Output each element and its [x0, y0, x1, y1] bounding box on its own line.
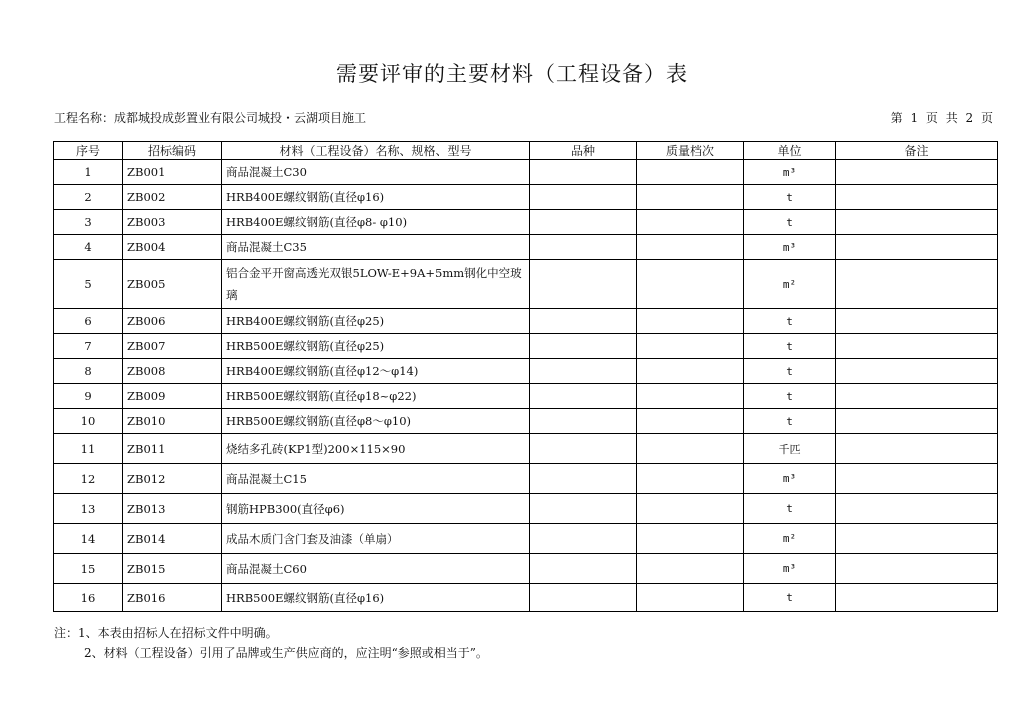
- table-row: [54, 524, 998, 554]
- material-name: HRB500E螺纹钢筋(直径φ25): [222, 334, 530, 359]
- note-cell: [836, 464, 998, 494]
- note-cell: [836, 359, 998, 384]
- note-cell: [836, 334, 998, 359]
- variety-cell: [530, 260, 637, 309]
- quality-grade-cell: [637, 464, 744, 494]
- note-2: 2、材料（工程设备）引用了品牌或生产供应商的，应注明“参照或相当于”。: [84, 646, 488, 660]
- page-info: 第 1 页 共 2 页: [890, 111, 993, 125]
- note-cell: [836, 160, 998, 185]
- row-number: 6: [54, 309, 123, 334]
- materials-table: [53, 141, 998, 612]
- row-number: 9: [54, 384, 123, 409]
- unit-cell: m²: [744, 524, 836, 554]
- column-header-grade: 质量档次: [637, 142, 744, 160]
- variety-cell: [530, 409, 637, 434]
- variety-cell: [530, 384, 637, 409]
- variety-cell: [530, 185, 637, 210]
- row-number: 3: [54, 210, 123, 235]
- material-name: 商品混凝土C30: [222, 160, 530, 185]
- column-header-note: 备注: [836, 142, 998, 160]
- unit-cell: t: [744, 409, 836, 434]
- quality-grade-cell: [637, 210, 744, 235]
- note-cell: [836, 434, 998, 464]
- material-code: ZB007: [123, 334, 222, 359]
- variety-cell: [530, 554, 637, 584]
- unit-cell: t: [744, 334, 836, 359]
- material-code: ZB015: [123, 554, 222, 584]
- note-cell: [836, 554, 998, 584]
- variety-cell: [530, 584, 637, 612]
- column-header-name: 材料（工程设备）名称、规格、型号: [222, 142, 530, 160]
- row-number: 5: [54, 260, 123, 309]
- project-name: 工程名称：成都城投成彭置业有限公司城投・云湖项目施工: [54, 111, 367, 125]
- document-title: 需要评审的主要材料（工程设备）表: [336, 62, 688, 86]
- material-name: HRB500E螺纹钢筋(直径φ8～φ10): [222, 409, 530, 434]
- row-number: 10: [54, 409, 123, 434]
- quality-grade-cell: [637, 309, 744, 334]
- material-code: ZB003: [123, 210, 222, 235]
- column-header-no: 序号: [54, 142, 123, 160]
- quality-grade-cell: [637, 334, 744, 359]
- column-header-variety: 品种: [530, 142, 637, 160]
- quality-grade-cell: [637, 524, 744, 554]
- row-number: 8: [54, 359, 123, 384]
- quality-grade-cell: [637, 554, 744, 584]
- notes: [54, 623, 488, 663]
- material-name: 商品混凝土C15: [222, 464, 530, 494]
- material-name: HRB500E螺纹钢筋(直径φ18~φ22): [222, 384, 530, 409]
- variety-cell: [530, 494, 637, 524]
- column-header-unit: 单位: [744, 142, 836, 160]
- table-row: [54, 554, 998, 584]
- table-row: [54, 384, 998, 409]
- note-cell: [836, 235, 998, 260]
- quality-grade-cell: [637, 160, 744, 185]
- note-cell: [836, 260, 998, 309]
- note-cell: [836, 384, 998, 409]
- unit-cell: t: [744, 185, 836, 210]
- row-number: 13: [54, 494, 123, 524]
- unit-cell: t: [744, 494, 836, 524]
- unit-cell: t: [744, 384, 836, 409]
- material-code: ZB016: [123, 584, 222, 612]
- table-row: [54, 309, 998, 334]
- material-code: ZB008: [123, 359, 222, 384]
- variety-cell: [530, 334, 637, 359]
- material-code: ZB010: [123, 409, 222, 434]
- quality-grade-cell: [637, 235, 744, 260]
- table-row: [54, 160, 998, 185]
- quality-grade-cell: [637, 494, 744, 524]
- quality-grade-cell: [637, 260, 744, 309]
- table-row: [54, 409, 998, 434]
- material-code: ZB012: [123, 464, 222, 494]
- variety-cell: [530, 464, 637, 494]
- table-row: [54, 494, 998, 524]
- table-row: [54, 434, 998, 464]
- material-code: ZB013: [123, 494, 222, 524]
- table-row: [54, 235, 998, 260]
- material-name: 商品混凝土C60: [222, 554, 530, 584]
- row-number: 11: [54, 434, 123, 464]
- row-number: 14: [54, 524, 123, 554]
- unit-cell: 千匹: [744, 434, 836, 464]
- material-code: ZB009: [123, 384, 222, 409]
- material-name: 铝合金平开窗高透光双银5LOW-E+9A+5mm钢化中空玻璃: [222, 260, 530, 309]
- material-code: ZB004: [123, 235, 222, 260]
- unit-cell: t: [744, 309, 836, 334]
- material-code: ZB011: [123, 434, 222, 464]
- table-row: [54, 185, 998, 210]
- note-cell: [836, 185, 998, 210]
- unit-cell: m³: [744, 235, 836, 260]
- material-code: ZB006: [123, 309, 222, 334]
- variety-cell: [530, 309, 637, 334]
- row-number: 12: [54, 464, 123, 494]
- variety-cell: [530, 160, 637, 185]
- row-number: 2: [54, 185, 123, 210]
- quality-grade-cell: [637, 359, 744, 384]
- note-cell: [836, 409, 998, 434]
- quality-grade-cell: [637, 434, 744, 464]
- note-cell: [836, 494, 998, 524]
- table-header-row: [54, 142, 998, 160]
- material-name: HRB500E螺纹钢筋(直径φ16): [222, 584, 530, 612]
- table-row: [54, 334, 998, 359]
- column-header-code: 招标编码: [123, 142, 222, 160]
- table-row: [54, 260, 998, 309]
- quality-grade-cell: [637, 584, 744, 612]
- variety-cell: [530, 235, 637, 260]
- variety-cell: [530, 359, 637, 384]
- material-code: ZB005: [123, 260, 222, 309]
- row-number: 15: [54, 554, 123, 584]
- note-cell: [836, 584, 998, 612]
- row-number: 7: [54, 334, 123, 359]
- material-name: HRB400E螺纹钢筋(直径φ8- φ10): [222, 210, 530, 235]
- unit-cell: t: [744, 210, 836, 235]
- material-name: 商品混凝土C35: [222, 235, 530, 260]
- quality-grade-cell: [637, 409, 744, 434]
- unit-cell: t: [744, 359, 836, 384]
- material-name: 钢筋HPB300(直径φ6): [222, 494, 530, 524]
- quality-grade-cell: [637, 384, 744, 409]
- material-name: HRB400E螺纹钢筋(直径φ16): [222, 185, 530, 210]
- note-cell: [836, 309, 998, 334]
- table-row: [54, 359, 998, 384]
- unit-cell: m²: [744, 260, 836, 309]
- variety-cell: [530, 434, 637, 464]
- unit-cell: m³: [744, 554, 836, 584]
- material-name: HRB400E螺纹钢筋(直径φ12～φ14): [222, 359, 530, 384]
- quality-grade-cell: [637, 185, 744, 210]
- row-number: 1: [54, 160, 123, 185]
- unit-cell: t: [744, 584, 836, 612]
- material-code: ZB002: [123, 185, 222, 210]
- row-number: 16: [54, 584, 123, 612]
- unit-cell: m³: [744, 160, 836, 185]
- material-name: HRB400E螺纹钢筋(直径φ25): [222, 309, 530, 334]
- table-row: [54, 584, 998, 612]
- note-1: 注：1、本表由招标人在招标文件中明确。: [54, 626, 278, 640]
- table-row: [54, 210, 998, 235]
- note-cell: [836, 524, 998, 554]
- material-code: ZB014: [123, 524, 222, 554]
- note-cell: [836, 210, 998, 235]
- row-number: 4: [54, 235, 123, 260]
- material-name: 成品木质门含门套及油漆（单扇）: [222, 524, 530, 554]
- variety-cell: [530, 524, 637, 554]
- material-code: ZB001: [123, 160, 222, 185]
- table-row: [54, 464, 998, 494]
- variety-cell: [530, 210, 637, 235]
- unit-cell: m³: [744, 464, 836, 494]
- material-name: 烧结多孔砖(KP1型)200×115×90: [222, 434, 530, 464]
